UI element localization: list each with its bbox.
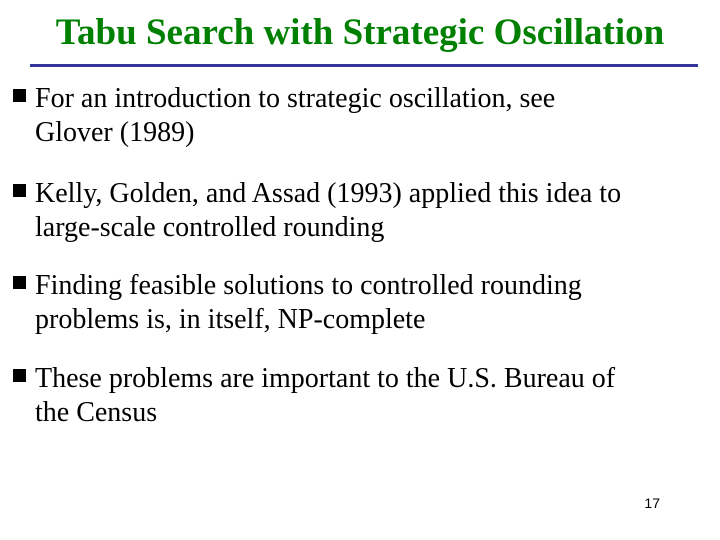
bullet-line: the Census xyxy=(35,397,158,428)
slide-title: Tabu Search with Strategic Oscillation xyxy=(55,12,665,53)
square-bullet-icon xyxy=(13,276,26,289)
title-underline xyxy=(30,64,698,67)
bullet-text xyxy=(35,82,715,150)
bullet-text xyxy=(35,269,715,337)
bullet-line: Kelly, Golden, and Assad (1993) applied this idea to xyxy=(35,178,622,209)
bullet-line: large-scale controlled rounding xyxy=(35,212,385,243)
bullet-text xyxy=(35,177,715,245)
bullet-line: problems is, in itself, NP-complete xyxy=(35,304,426,335)
bullet-line: Finding feasible solutions to controlled rounding xyxy=(35,270,582,301)
square-bullet-icon xyxy=(13,369,26,382)
square-bullet-icon xyxy=(13,184,26,197)
page-number: 17 xyxy=(644,495,660,511)
bullet-line: Glover (1989) xyxy=(35,117,195,148)
square-bullet-icon xyxy=(13,89,26,102)
bullet-line: These problems are important to the U.S. Bureau of xyxy=(35,363,616,394)
bullet-line: For an introduction to strategic oscillation, see xyxy=(35,83,556,114)
bullet-text xyxy=(35,362,715,430)
